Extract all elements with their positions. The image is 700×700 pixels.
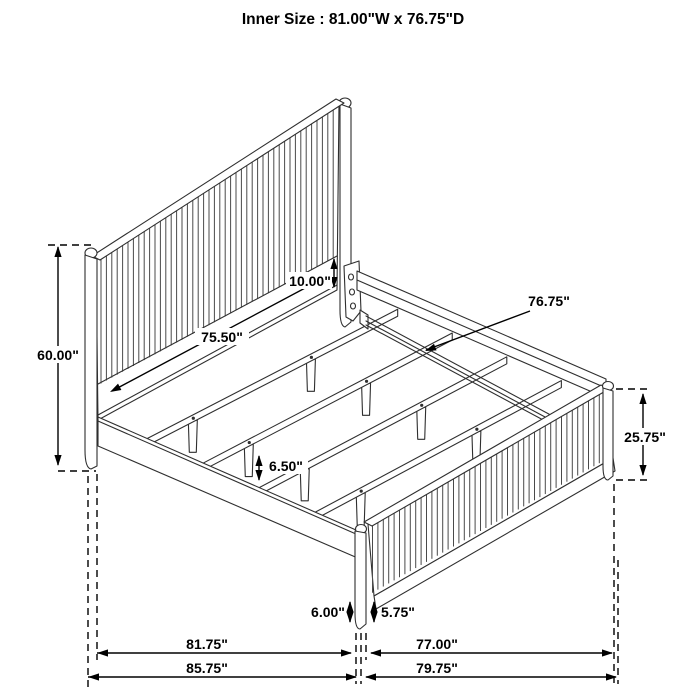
arrowhead — [346, 612, 353, 623]
arrowhead — [370, 612, 377, 623]
arrowhead — [639, 465, 646, 476]
side-rail-near-top-face-edge — [98, 421, 356, 534]
arrowhead — [365, 673, 376, 680]
slat-screw-dot — [192, 417, 195, 420]
headboard-panel — [96, 104, 339, 420]
slat-screw-dot — [420, 404, 423, 407]
dim-label-headboard-height: 60.00" — [37, 347, 79, 363]
dim-label-rail-floor-clearance: 6.00" — [311, 604, 345, 620]
arrowhead — [341, 649, 352, 656]
side-rail-far — [357, 271, 606, 398]
dim-label-overall-width: 85.75" — [186, 660, 228, 676]
slat-support-leg — [244, 445, 253, 477]
arrowhead — [370, 649, 381, 656]
footboard-right-post — [603, 388, 613, 480]
bracket-hole — [349, 274, 354, 280]
slat-screw-dot — [365, 380, 368, 383]
dim-label-footboard-floor-clearance: 5.75" — [381, 604, 415, 620]
diagram-title: Inner Size : 81.00"W x 76.75"D — [241, 11, 465, 28]
arrowhead — [346, 601, 353, 612]
arrowhead — [88, 673, 99, 680]
slat-support-leg — [306, 359, 315, 391]
slat-support-leg — [188, 420, 197, 452]
center-rail-bottom-edge — [366, 325, 560, 429]
slat-support-leg — [417, 407, 426, 439]
footboard-left-post — [355, 531, 366, 629]
arrowhead — [54, 455, 61, 466]
arrowhead — [255, 470, 262, 481]
dim-label-slat-length: 76.75" — [528, 293, 570, 309]
bracket-hole — [351, 303, 356, 309]
slat-support-leg — [362, 383, 371, 415]
headboard-left-post — [85, 255, 97, 469]
arrowhead — [97, 649, 108, 656]
dim-label-frame-inner-width: 81.75" — [186, 636, 228, 652]
dim-label-headboard-rail-height: 10.00" — [289, 273, 331, 289]
slat-screw-dot — [475, 428, 478, 431]
arrowhead — [54, 246, 61, 257]
arrowhead — [606, 673, 617, 680]
arrowhead — [602, 649, 613, 656]
center-rail-hook — [360, 310, 368, 329]
bracket-hole — [350, 289, 355, 295]
dim-label-frame-inner-depth: 77.00" — [416, 636, 458, 652]
dim-label-overall-depth: 79.75" — [416, 660, 458, 676]
slat-screw-dot — [310, 356, 313, 359]
slat-screw-dot — [248, 441, 251, 444]
arrowhead — [639, 393, 646, 404]
slat-screw-dot — [360, 490, 363, 493]
dim-label-footboard-height: 25.75" — [624, 429, 666, 445]
dim-label-center-leg-height: 6.50" — [269, 458, 303, 474]
dim-label-headboard-panel-width: 75.50" — [201, 329, 243, 345]
slat-support-leg — [356, 493, 365, 525]
side-rail-near — [98, 417, 360, 559]
arrowhead — [255, 455, 262, 466]
